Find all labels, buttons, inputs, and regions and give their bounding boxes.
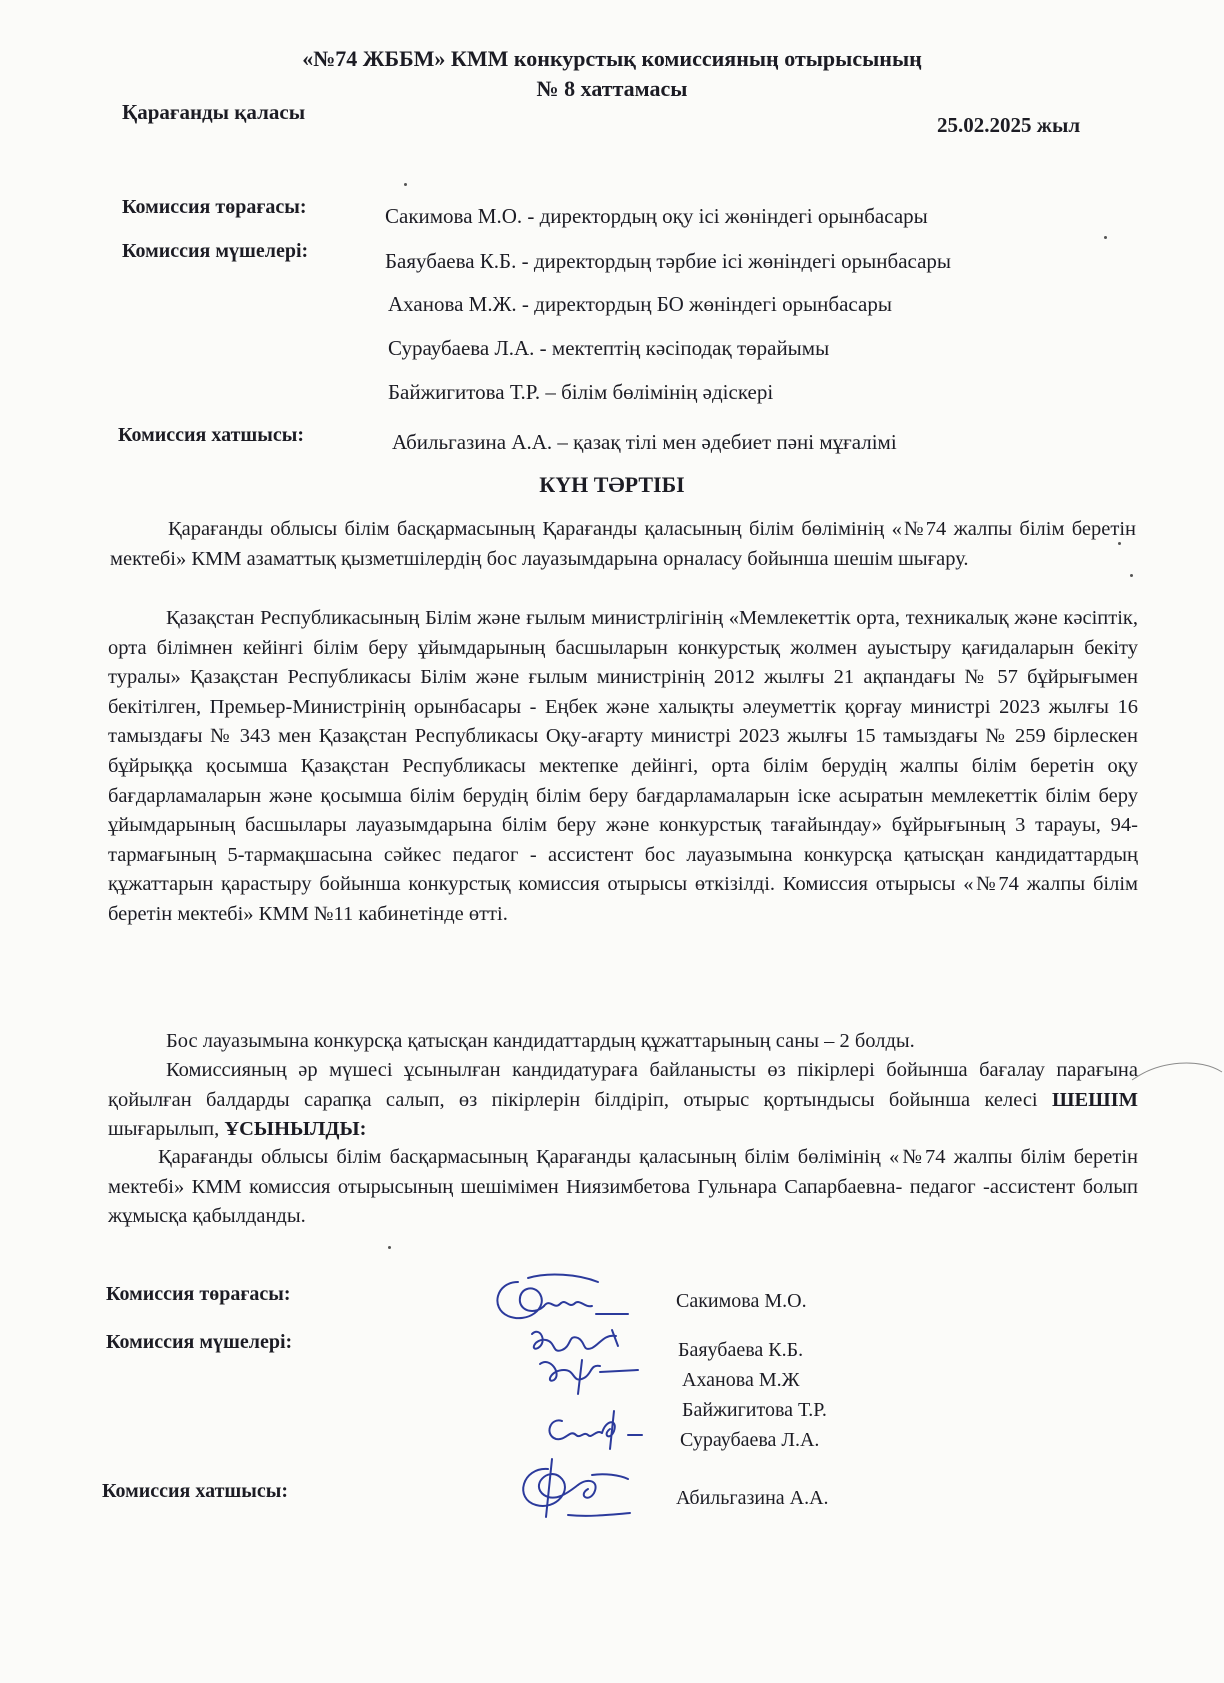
agenda-paragraph-5: Қарағанды облысы білім басқармасының Қарағанды қаласының білім бөлімінің «№74 жалпы білім беретін мектебі» КММ комиссия отырысының шешімімен Ниязимбетова Гульнара Сапарбаевна- педагог -ассистент болып жұмысқа қабылданды.: [108, 1146, 1138, 1227]
sig-chair-label: Комиссия төрағасы:: [106, 1283, 291, 1305]
sig-member-name-1: Баяубаева К.Б.: [678, 1339, 804, 1361]
scan-speck: [404, 183, 407, 186]
signature-member-1-drawing: [520, 1320, 650, 1400]
chair-label: Комиссия төрағасы:: [122, 196, 307, 218]
scan-speck: [1104, 236, 1107, 239]
signature-chair-drawing: [488, 1268, 638, 1328]
recommended-word: ҰСЫНЫЛДЫ:: [224, 1118, 367, 1140]
chair-value: Сакимова М.О. - директордың оқу ісі жөніндегі орынбасары: [385, 204, 928, 228]
sig-member-name-3: Байжигитова Т.Р.: [682, 1399, 827, 1421]
sig-secretary-name: Абильгазина А.А.: [676, 1487, 829, 1509]
agenda-heading: КҮН ТӘРТІБІ: [539, 472, 685, 497]
scan-speck: [1118, 542, 1121, 545]
p4-mid: шығарылып,: [108, 1118, 225, 1140]
sig-member-name-4: Сураубаева Л.А.: [680, 1429, 820, 1451]
member-2: Аханова М.Ж. - директордың БО жөніндегі орынбасары: [388, 292, 892, 316]
decision-word: ШЕШІМ: [1051, 1088, 1138, 1111]
sig-secretary-label: Комиссия хатшысы:: [102, 1480, 289, 1502]
member-3: Сураубаева Л.А. - мектептің кәсіподақ төрайымы: [388, 336, 830, 360]
doc-title-line2: № 8 хаттамасы: [536, 76, 688, 101]
doc-title-line1: «№74 ЖББМ» КММ конкурстық комиссияның отырысының: [302, 46, 922, 71]
agenda-paragraph-2: Қазақстан Республикасының Білім және ғылым министрлігінің «Мемлекеттік орта, техникалық және кәсіптік, орта білімнен кейінгі білім беру ұйымдарының басшыларын конкурстық жолмен ауыстыру қағидаларын бекіту туралы» Қазақстан Республикасы Білім және ғылым министрінің 2012 жылғы 21 ақпандағы № 57 бұйрығымен бекітілген, Премьер-Министрінің орынбасары - Еңбек және халықты әлеуметтік қорғау министрі 2023 жылғы 16 тамыздағы № 343 мен Қазақстан Республикасы Оқу-ағарту министрі 2023 жылғы 15 тамыздағы № 259 бірлескен бұйрыққа қосымша Қазақстан Республикасы мектепке дейінгі, орта білім берудің жалпы білім беретін оқу бағдарламаларын және қосымша білім берудің білім беру бағдарламаларын іске асыратын мемлекеттік білім беру ұйымдарының басшылары лауазымдарына білім беру және конкурстық тағайындау» бұйрығының 3 тарауы, 94-тармағының 5-тармақшасына сәйкес педагог - ассистент бос лауазымына конкурсқа қатысқан кандидаттардың құжаттарын қарастыру бойынша конкурстық комиссия отырысы өткізілді. Комиссия отырысы «№74 жалпы білім беретін мектебі» КММ №11 кабинетінде өтті.: [108, 607, 1138, 925]
member-4: Байжигитова Т.Р. – білім бөлімінің әдіскері: [388, 380, 774, 404]
signature-secretary-drawing: [508, 1455, 638, 1525]
scan-edge-arc: [1130, 1050, 1224, 1110]
scan-speck: [388, 1246, 391, 1249]
member-1: Баяубаева К.Б. - директордың тәрбие ісі жөніндегі орынбасары: [385, 249, 952, 273]
agenda-paragraph-4: [108, 1056, 1138, 1145]
scan-speck: [1130, 574, 1133, 577]
secretary-label: Комиссия хатшысы:: [118, 424, 305, 446]
city: Қарағанды қаласы: [122, 100, 306, 124]
sig-member-name-2: Аханова М.Ж: [682, 1369, 800, 1391]
p4-text: Комиссияның әр мүшесі ұсынылған кандидатураға байланысты өз пікірлері бойынша бағалау парағына қойылған балдарды сарапқа салып, өз пікірлерін білдіріп, отырыс қортындысы бойынша келесі: [108, 1059, 1138, 1111]
agenda-paragraph-1: Қарағанды облысы білім басқармасының Қарағанды қаласының білім бөлімінің «№74 жалпы білім беретін мектебі» КММ азаматтық қызметшілердің бос лауазымдарына орналасу бойынша шешім шығару.: [110, 518, 1136, 570]
date: 25.02.2025 жыл: [937, 113, 1081, 137]
signature-member-2-drawing: [540, 1405, 650, 1455]
agenda-paragraph-3: Бос лауазымына конкурсқа қатысқан кандидаттардың құжаттарының саны – 2 болды.: [166, 1030, 915, 1052]
secretary-value: Абильгазина А.А. – қазақ тілі мен әдебиет пәні мұғалімі: [392, 430, 897, 454]
sig-members-label: Комиссия мүшелері:: [106, 1331, 293, 1353]
sig-chair-name: Сакимова М.О.: [676, 1290, 807, 1312]
members-label: Комиссия мүшелері:: [122, 240, 309, 262]
